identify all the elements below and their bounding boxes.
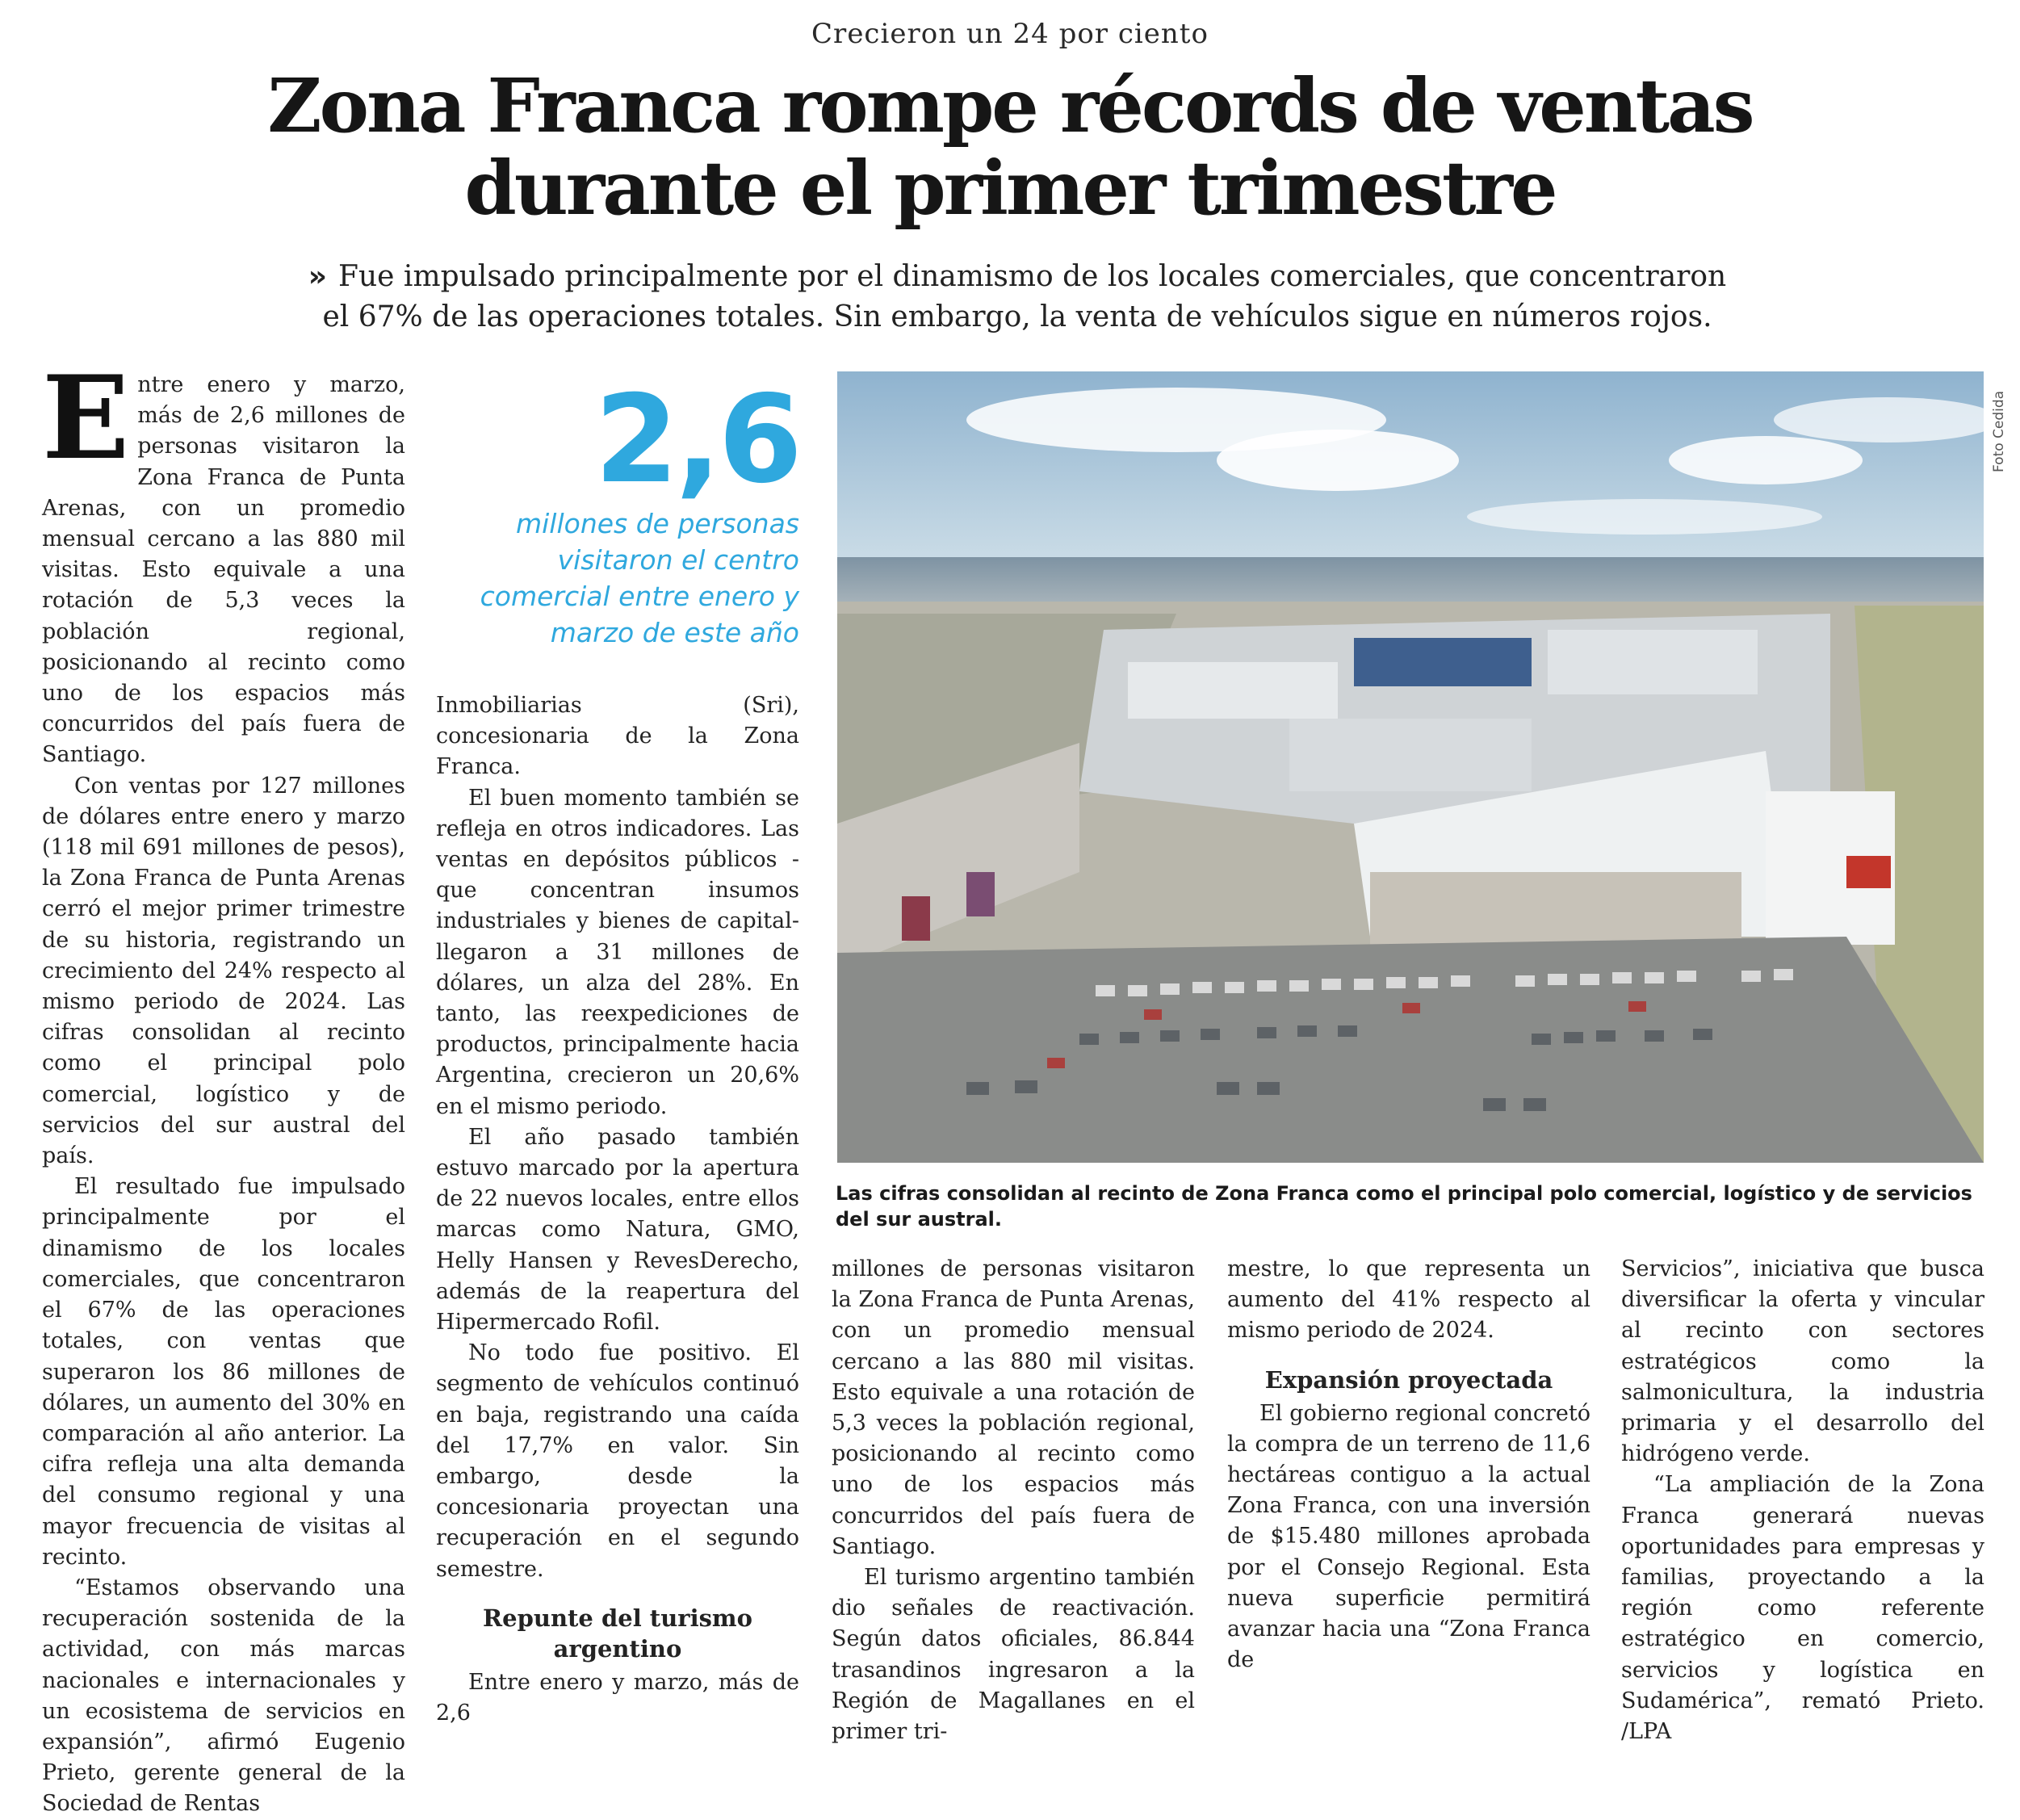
body-paragraph: Con ventas por 127 millones de dólares entre enero y marzo (118 mil 691 millones de pesos), la Zona Franca de Punta Arenas cerró el mejor primer trimestre de su historia, registrando un crecimiento del 24% respecto al mismo periodo de 2024. Las cifras consolidan al recinto como el principal polo comercial, logístico y de servicios del sur austral del país.: [42, 773, 405, 1169]
body-column-5: [1621, 1254, 1984, 1747]
stat-number: 2,6: [594, 370, 799, 510]
paragraph-text: ntre enero y marzo, más de 2,6 millones de personas visitaron la Zona Franca de Punta Arenas, con un promedio mensual cercano a las 880 mil visitas. Esto equivale a una rotación de 5,3 veces la población regional, posicionando al recinto como uno de los espacios más concurridos del país fuera de Santiago.: [42, 372, 405, 768]
headline-line-1: Zona Franca rompe récords de ventas: [267, 62, 1753, 149]
body-paragraph: El año pasado también estuvo marcado por la apertura de 22 nuevos locales, entre ellos marcas como Natura, GMO, Helly Hansen y RevesDerecho, además de la reapertura del Hipermercado Rofil.: [436, 1124, 799, 1336]
photo-caption: Las cifras consolidan al recinto de Zona Franca como el principal polo comercial, logístico y de servicios del sur austral.: [836, 1182, 1972, 1231]
body-paragraph: Servicios”, iniciativa que busca diversificar la oferta y vincular al recinto con sectores estratégicos como la salmonicultura, la industria primaria y el desarrollo del hidrógeno verde.: [1621, 1256, 1984, 1467]
body-column-1: [42, 351, 405, 1820]
stat-callout: [452, 370, 799, 651]
headline: [0, 62, 2020, 232]
kicker: Crecieron un 24 por ciento: [811, 18, 1209, 50]
body-paragraph: El resultado fue impulsado principalmente por el dinamismo de los locales comerciales, que concentraron el 67% de las operaciones totales, con ventas que superaron los 86 millones de dólares, un aumento del 30% en comparación al año anterior. La cifra refleja una alta demanda del consumo regional y una mayor frecuencia de visitas al recinto.: [42, 1174, 405, 1570]
stat-description: millones de personas visitaron el centro comercial entre enero y marzo de este año: [480, 508, 799, 648]
lead-paragraph: [307, 257, 1728, 338]
subhead-expansion: Expansión proyectada: [1264, 1365, 1553, 1394]
body-paragraph: El turismo argentino también dio señales de reactivación. Según datos oficiales, 86.844 trasandinos ingresaron a la Región de Magallanes en el primer tri-: [832, 1565, 1195, 1745]
lead-marker-icon: »: [308, 260, 328, 293]
aerial-photo: [837, 371, 1984, 1163]
body-paragraph: El gobierno regional concretó la compra de un terreno de 11,6 hectáreas contiguo a la actual Zona Franca, con una inversión de $15.480 millones aprobada por el Consejo Regional. Esta nueva superficie permitirá avanzar hacia una “Zona Franca de: [1227, 1400, 1590, 1673]
body-paragraph: [42, 351, 405, 771]
body-paragraph: “Estamos observando una recuperación sostenida de la actividad, con más marcas nacionales e internacionales y un ecosistema de servicios en expansión”, afirmó Eugenio Prieto, gerente general de la Sociedad de Rentas: [42, 1575, 405, 1817]
body-paragraph: Entre enero y marzo, más de 2,6: [436, 1669, 799, 1726]
body-column-4: [1227, 1254, 1590, 1675]
body-paragraph: Inmobiliarias (Sri), concesionaria de la Zona Franca.: [436, 693, 799, 780]
body-paragraph: “La ampliación de la Zona Franca generará nuevas oportunidades para empresas y familias, proyectando a la región como referente estratégico en comercio, servicios y logística en Sudamérica”, remató Prieto. /LPA: [1621, 1472, 1984, 1745]
body-paragraph: mestre, lo que representa un aumento del 41% respecto al mismo periodo de 2024.: [1227, 1256, 1590, 1344]
drop-cap: E: [42, 351, 130, 485]
body-paragraph: millones de personas visitaron la Zona Franca de Punta Arenas, con un promedio mensual cercano a las 880 mil visitas. Esto equivale a una rotación de 5,3 veces la población regional, posicionando al recinto como uno de los espacios más concurridos del país fuera de Santiago.: [832, 1256, 1195, 1559]
body-paragraph: El buen momento también se refleja en otros indicadores. Las ventas en depósitos públicos -que concentran insumos industriales y bienes de capital- llegaron a 31 millones de dólares, un alza del 28%. En tanto, las reexpediciones de productos, principalmente hacia Argentina, crecieron un 20,6% en el mismo periodo.: [436, 785, 799, 1119]
lead-text: Fue impulsado principalmente por el dinamismo de los locales comerciales, que concentraron el 67% de las operaciones totales. Sin embargo, la venta de vehículos sigue en números rojos.: [322, 260, 1727, 333]
photo-credit: Foto Cedida: [1991, 390, 2007, 472]
body-column-2: [436, 690, 799, 1729]
headline-line-2: durante el primer trimestre: [464, 145, 1556, 232]
subhead-turismo: Repunte del turismo argentino: [483, 1604, 752, 1663]
body-column-3: [832, 1254, 1195, 1747]
body-paragraph: No todo fue positivo. El segmento de vehículos continuó en baja, registrando una caída del 17,7% en valor. Sin embargo, desde la concesionaria proyectan una recuperación en el segundo semestre.: [436, 1340, 799, 1582]
